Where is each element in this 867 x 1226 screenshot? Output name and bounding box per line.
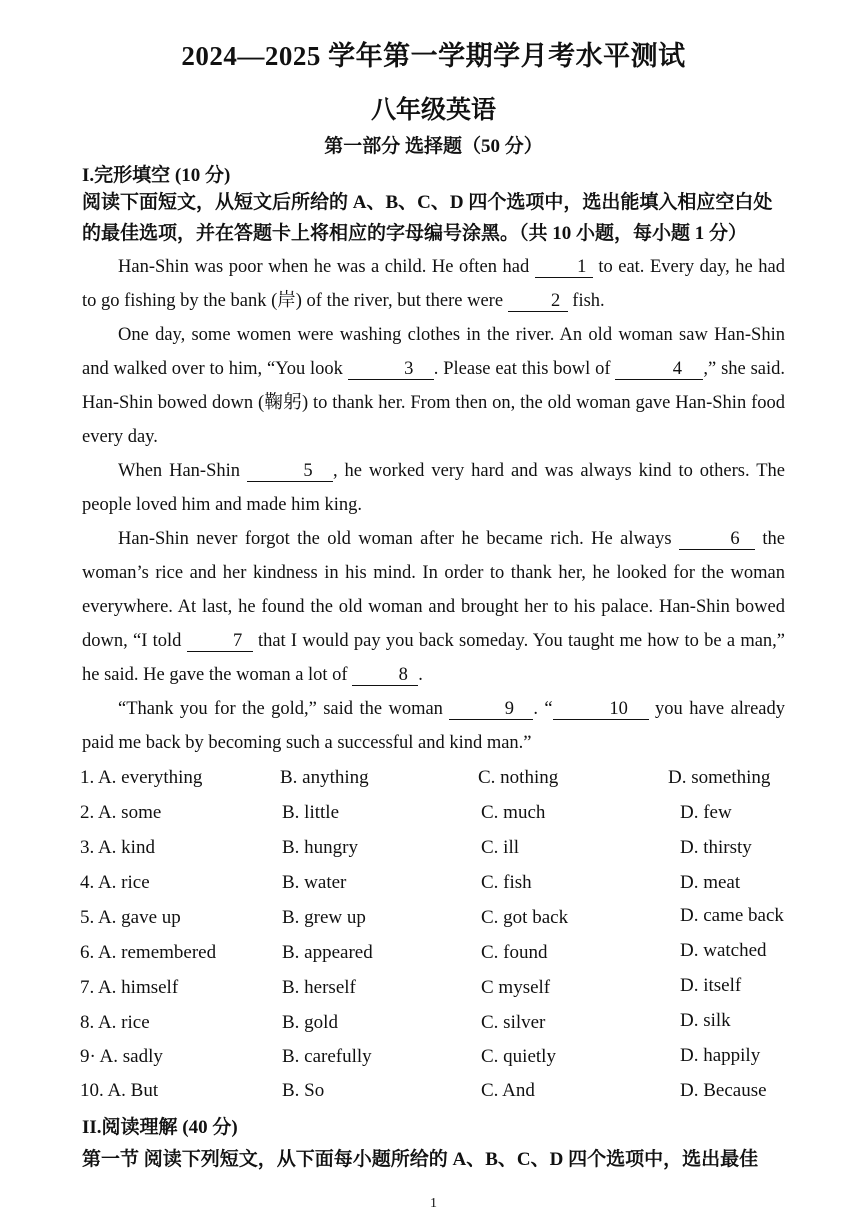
page-number: 1 [430, 1196, 437, 1211]
option-a: 5. A. gave up [80, 907, 181, 928]
option-a: 10. A. But [80, 1080, 159, 1101]
option-a: 3. A. kind [80, 837, 155, 858]
passage-text: . [418, 665, 423, 685]
option-b: B. gold [282, 1012, 338, 1033]
blank-10: 10 [553, 699, 649, 720]
option-d: D. happily [680, 1045, 761, 1066]
option-a: 9· A. sadly [80, 1046, 163, 1067]
passage-text: . “ [533, 699, 553, 719]
option-d: D. silk [680, 1010, 731, 1031]
option-d: D. itself [680, 975, 742, 996]
instruction-line-2: 的最佳选项，并在答题卡上将相应的字母编号涂黑。（共 10 小题，每小题 1 分） [82, 223, 748, 244]
passage-text: that I would pay you back someday. You taught me how to be a man,” he said. He gave the woman a lot of [82, 631, 786, 685]
passage-text: When Han-Shin [118, 461, 241, 481]
option-c: C myself [481, 977, 551, 998]
option-a: 1. A. everything [80, 767, 203, 788]
option-b: B. water [282, 872, 347, 893]
blank-9: 9 [449, 699, 533, 720]
passage-text: “Thank you for the gold,” said the woman [118, 699, 443, 719]
blank-4: 4 [615, 359, 703, 380]
option-c: C. much [481, 802, 546, 823]
option-c: C. nothing [478, 767, 559, 788]
option-c: C. And [481, 1080, 535, 1101]
option-b: B. carefully [282, 1046, 372, 1067]
option-b: B. grew up [282, 907, 366, 928]
option-c: C. got back [481, 907, 569, 928]
option-d: D. few [680, 802, 732, 823]
option-a: 8. A. rice [80, 1012, 150, 1033]
option-c: C. quietly [481, 1046, 556, 1067]
blank-8: 8 [352, 665, 418, 686]
passage-text: to eat. Every day, he had to go fishing by the bank (岸) of the river, but there were [82, 257, 786, 311]
passage-paragraph [82, 454, 785, 522]
passage-text: the woman’s rice and her kindness in his mind. In order to thank her, he looked for the woman everywhere. At last, he found the old woman and brought her to his palace. Han-Shin bowed down, “I told [82, 529, 786, 651]
option-a: 4. A. rice [80, 872, 150, 893]
passage-paragraph [82, 522, 785, 692]
option-c: C. fish [481, 872, 532, 893]
option-c: C. ill [481, 837, 520, 858]
option-b: B. little [282, 802, 339, 823]
subject-title: 八年级英语 [370, 97, 496, 124]
passage-text: you have already paid me back by becoming such a successful and kind man.” [82, 699, 785, 753]
passage-paragraph [82, 692, 785, 760]
option-a: 6. A. remembered [80, 942, 217, 963]
option-d: D. something [668, 767, 771, 788]
option-d: D. thirsty [680, 837, 752, 858]
passage-paragraph [82, 318, 785, 454]
passage-text: fish. [572, 291, 605, 311]
passage-text: Han-Shin never forgot the old woman after he became rich. He always [118, 529, 672, 549]
option-c: C. found [481, 942, 548, 963]
blank-1: 1 [535, 257, 593, 278]
passage-paragraph [82, 250, 785, 318]
blank-2: 2 [508, 291, 568, 312]
section1-instruction [82, 187, 787, 249]
passage-text: One day, some women were washing clothes in the river. An old woman saw Han-Shin and walked over to him, “You look [82, 325, 785, 379]
option-b: B. appeared [282, 942, 373, 963]
passage-text: , he worked very hard and was always kind to others. The people loved him and made him king. [82, 461, 785, 515]
option-a: 2. A. some [80, 802, 162, 823]
option-b: B. So [282, 1080, 325, 1101]
section1-heading: I.完形填空 (10 分) [82, 165, 231, 186]
passage-text: Han-Shin was poor when he was a child. He often had [118, 257, 530, 277]
exam-title: 2024—2025 学年第一学期学月考水平测试 [181, 41, 686, 71]
option-d: D. meat [680, 872, 741, 893]
option-d: D. Because [680, 1080, 767, 1101]
option-d: D. came back [680, 905, 784, 926]
option-a: 7. A. himself [80, 977, 179, 998]
passage-text: ,” she said. Han-Shin bowed down (鞠躬) to thank her. From then on, the old woman gave Han-Shin food every day. [82, 359, 786, 447]
passage-text: . Please eat this bowl of [433, 359, 611, 379]
option-d: D. watched [680, 940, 767, 961]
part-title: 第一部分 选择题（50 分） [324, 136, 543, 157]
instruction-line-1: 阅读下面短文，从短文后所给的 A、B、C、D 四个选项中，选出能填入相应空白处 [82, 192, 773, 213]
section2-heading: II.阅读理解 (40 分) [82, 1117, 238, 1138]
option-b: B. herself [282, 977, 356, 998]
blank-3: 3 [348, 359, 434, 380]
option-b: B. hungry [282, 837, 358, 858]
blank-5: 5 [247, 461, 333, 482]
option-c: C. silver [481, 1012, 546, 1033]
cloze-passage [82, 250, 785, 760]
blank-6: 6 [679, 529, 755, 550]
blank-7: 7 [187, 631, 253, 652]
section2-instruction: 第一节 阅读下列短文，从下面每小题所给的 A、B、C、D 四个选项中，选出最佳 [82, 1149, 759, 1170]
option-b: B. anything [280, 767, 369, 788]
